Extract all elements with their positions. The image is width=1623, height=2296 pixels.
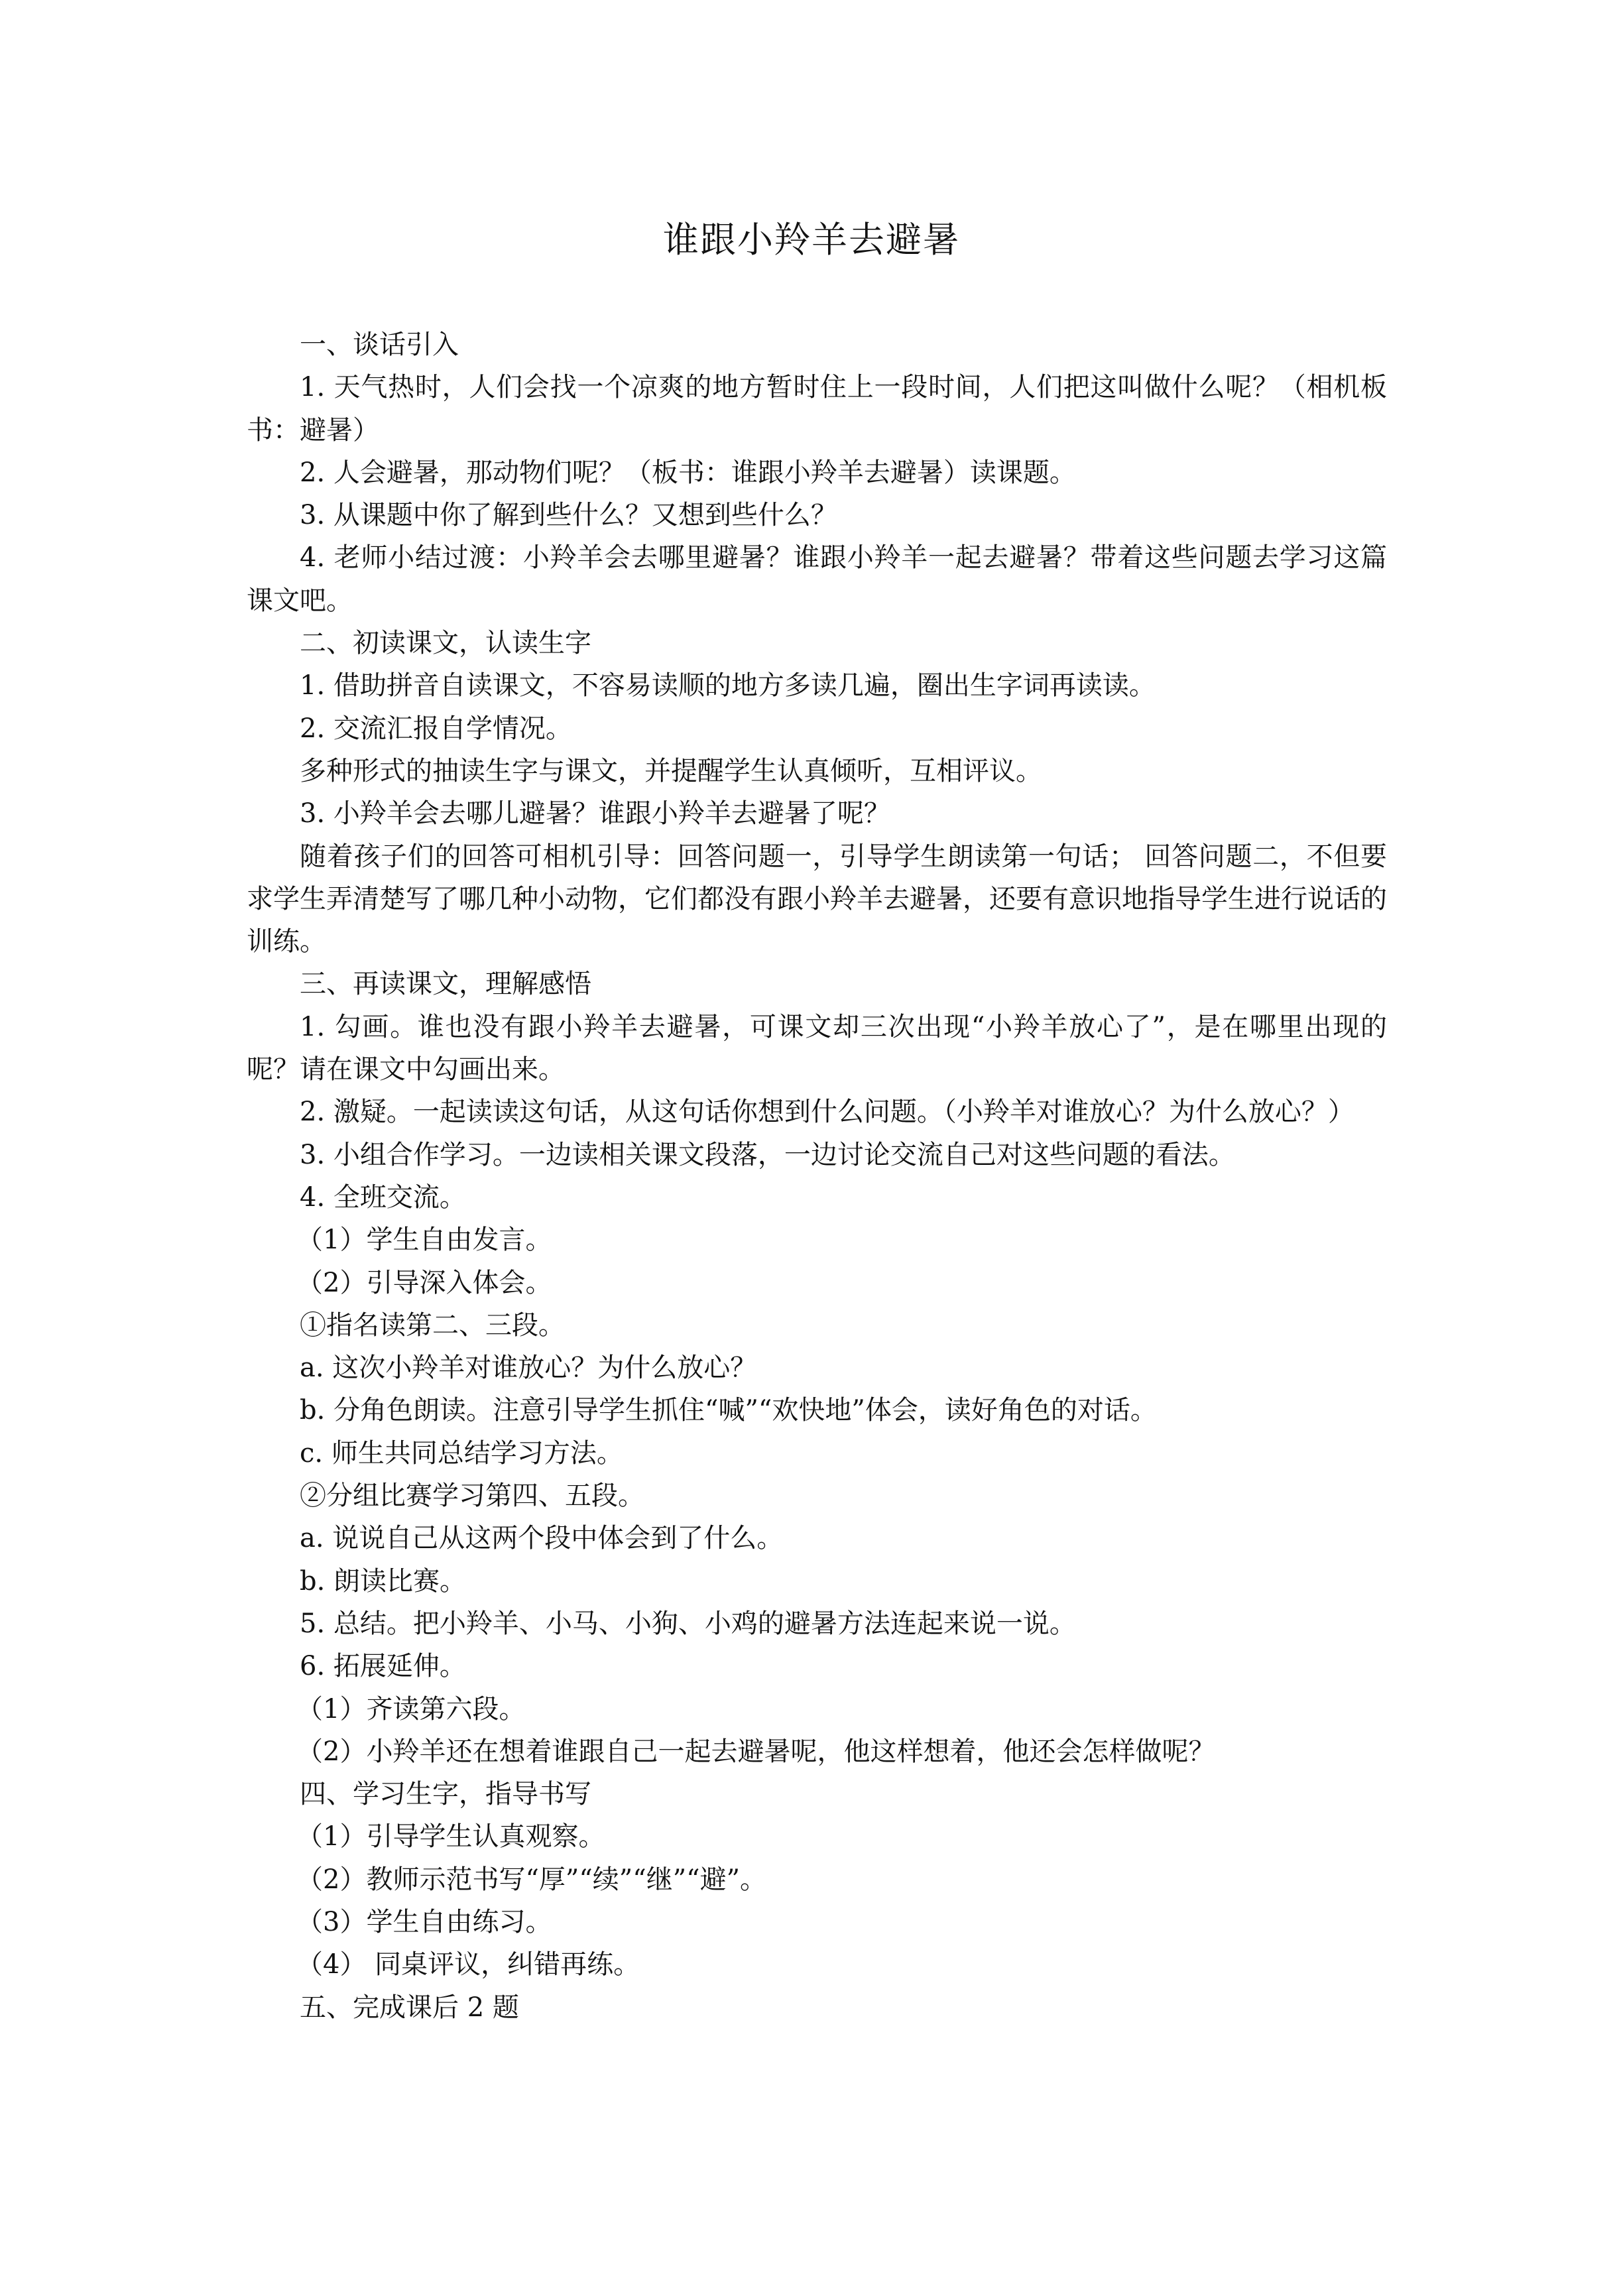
paragraph: c. 师生共同总结学习方法。: [300, 1437, 623, 1469]
paragraph: 4. 全班交流。: [300, 1181, 466, 1213]
paragraph: 4. 老师小结过渡：小羚羊会去哪里避暑？谁跟小羚羊一起去避暑？带着这些问题去学习这篇课文吧。: [247, 542, 1387, 616]
paragraph: a. 说说自己从这两个段中体会到了什么。: [300, 1523, 784, 1554]
paragraph: 2. 激疑。一起读读这句话，从这句话你想到什么问题。（小羚羊对谁放心？为什么放心？）: [300, 1097, 1354, 1128]
paragraph: b. 分角色朗读。注意引导学生抓住“喊”“欢快地”体会，读好角色的对话。: [300, 1395, 1157, 1426]
paragraph: （4） 同桌评议，纠错再练。: [296, 1949, 640, 1980]
paragraph: （1）学生自由发言。: [296, 1225, 552, 1256]
paragraph: （2）小羚羊还在想着谁跟自己一起去避暑呢，他这样想着，他还会怎样做呢？: [296, 1736, 1215, 1767]
paragraph: 1. 借助拼音自读课文，不容易读顺的地方多读几遍，圈出生字词再读读。: [300, 670, 1156, 701]
paragraph: 2. 交流汇报自学情况。: [300, 713, 572, 744]
paragraph: ②分组比赛学习第四、五段。: [300, 1480, 644, 1512]
paragraph: 5. 总结。把小羚羊、小马、小狗、小鸡的避暑方法连起来说一说。: [300, 1608, 1076, 1639]
paragraph: 6. 拓展延伸。: [300, 1651, 466, 1682]
paragraph: （2）教师示范书写“厚”“续”“继”“避”。: [296, 1864, 767, 1895]
paragraph: 2. 人会避暑，那动物们呢？（板书：谁跟小羚羊去避暑）读课题。: [300, 457, 1076, 488]
paragraph: 3. 小组合作学习。一边读相关课文段落，一边讨论交流自己对这些问题的看法。: [300, 1139, 1235, 1170]
document-body: [247, 324, 1387, 2029]
paragraph: 三、再读课文，理解感悟: [300, 969, 591, 1000]
paragraph: 1. 勾画。谁也没有跟小羚羊去避暑，可课文却三次出现“小羚羊放心了”，是在哪里出现的呢？请在课文中勾画出来。: [247, 1011, 1387, 1085]
paragraph: （1）齐读第六段。: [296, 1693, 526, 1724]
paragraph: a. 这次小羚羊对谁放心？为什么放心？: [300, 1353, 757, 1384]
paragraph: 二、初读课文，认读生字: [300, 628, 591, 659]
paragraph: b. 朗读比赛。: [300, 1565, 467, 1597]
paragraph: 四、学习生字，指导书写: [300, 1779, 591, 1810]
paragraph: 1. 天气热时，人们会找一个凉爽的地方暂时住上一段时间，人们把这叫做什么呢？（相机板书：避暑）: [247, 372, 1387, 446]
paragraph: ①指名读第二、三段。: [300, 1309, 565, 1341]
paragraph: （1）引导学生认真观察。: [296, 1821, 605, 1852]
document-title: 谁跟小羚羊去避暑: [663, 219, 960, 261]
paragraph: （3）学生自由练习。: [296, 1906, 552, 1937]
paragraph: 随着孩子们的回答可相机引导：回答问题一，引导学生朗读第一句话； 回答问题二，不但要求学生弄清楚写了哪几种小动物，它们都没有跟小羚羊去避暑，还要有意识地指导学生进行说话的训练。: [247, 841, 1387, 957]
paragraph: 五、完成课后 2 题: [300, 1992, 519, 2023]
paragraph: 多种形式的抽读生字与课文，并提醒学生认真倾听，互相评议。: [300, 755, 1042, 786]
paragraph: 3. 从课题中你了解到些什么？又想到些什么？: [300, 500, 837, 531]
paragraph: （2）引导深入体会。: [296, 1267, 552, 1298]
paragraph: 一、谈话引入: [300, 330, 459, 360]
paragraph: 3. 小羚羊会去哪儿避暑？谁跟小羚羊去避暑了呢？: [300, 798, 890, 829]
